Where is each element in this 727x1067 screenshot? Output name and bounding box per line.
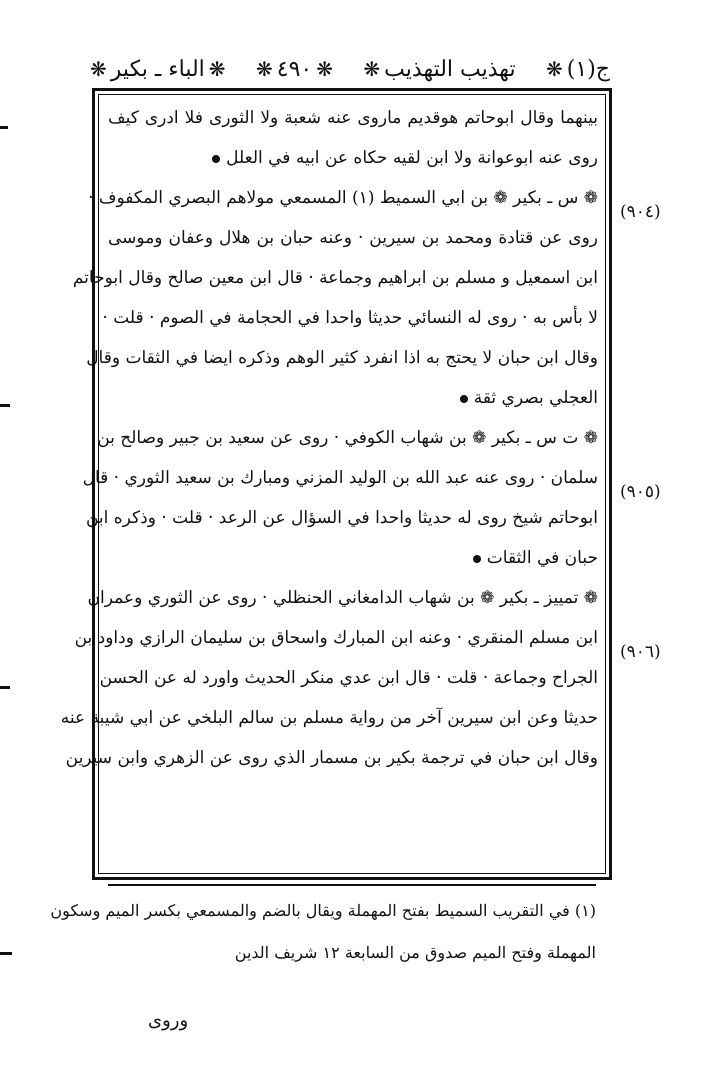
- footnote-line: المهملة وفتح الميم صدوق من السابعة ١٢ شريف الدين: [234, 943, 596, 962]
- ornament-icon: ❋: [316, 57, 333, 81]
- text-line: روى عنه ابوعوانة ولا ابن لقيه حكاه عن ابيه في العلل: [108, 138, 598, 178]
- margin-tick: [0, 686, 10, 689]
- header-section: [90, 57, 226, 82]
- catchword: وروى: [148, 1010, 189, 1031]
- entry-number: (٩٠٦): [620, 642, 661, 662]
- ornament-icon: ❋: [363, 57, 381, 81]
- header-page-number: [256, 57, 333, 82]
- margin-tick: [0, 952, 12, 955]
- text-line: ابن مسلم المنقري · وعنه ابن المبارك واسحاق بن سليمان الرازي وداود بن: [74, 628, 598, 648]
- ornament-icon: ❋: [90, 57, 107, 81]
- margin-tick: [0, 404, 10, 407]
- text-line: الجراح وجماعة · قلت · قال ابن عدي منكر الحديث واورد له عن الحسن: [99, 668, 598, 688]
- page-number: ٤٩٠: [276, 56, 313, 82]
- footnotes: [50, 890, 596, 974]
- section-title: الباء ـ بكير: [110, 56, 205, 82]
- header-book-title: [363, 57, 515, 82]
- running-header: [90, 52, 610, 86]
- text-line: حديثا وعن ابن سيرين آخر من رواية مسلم بن سالم البلخي عن ابي شيبة عنه: [60, 708, 598, 728]
- text-line: ❁ تمييز ـ بكير ❁ بن شهاب الدامغاني الحنظلي · روى عن الثوري وعمران: [87, 588, 598, 608]
- text-line: حبان في الثقات: [108, 538, 598, 578]
- main-text: [60, 98, 598, 778]
- text-line: وقال ابن حبان لا يحتج به اذا انفرد كثير الوهم وذكره ايضا في الثقات وقال: [86, 348, 598, 368]
- text-line: ابن اسمعيل و مسلم بن ابراهيم وجماعة · قال ابن معين صالح وقال ابوحاتم: [72, 268, 598, 288]
- text-line: العجلي بصري ثقة: [108, 378, 598, 418]
- text-line: ابوحاتم شيخ روى له حديثا واحدا في السؤال عن الرعد · قلت · وذكره ابن: [85, 508, 598, 528]
- text-line: ❁ ت س ـ بكير ❁ بن شهاب الكوفي · روى عن سعيد بن جبير وصالح بن: [97, 428, 598, 448]
- ornament-icon: ❋: [208, 57, 226, 81]
- footnote-divider: [108, 884, 596, 886]
- text-line: وقال ابن حبان في ترجمة بكير بن مسمار الذي روى عن الزهري وابن سيرين: [65, 748, 598, 768]
- ornament-icon: ❋: [546, 57, 563, 81]
- volume-label: ج(١): [566, 56, 610, 82]
- text-line: لا بأس به · روى له النسائي حديثا واحدا في الحجامة في الصوم · قلت ·: [102, 308, 598, 328]
- ornament-icon: ❋: [255, 57, 273, 81]
- entry-number: (٩٠٤): [620, 202, 661, 222]
- entry-number: (٩٠٥): [620, 482, 661, 502]
- end-bullet-icon: [460, 395, 468, 403]
- text-line: روى عن قتادة ومحمد بن سيرين · وعنه حبان بن هلال وعفان وموسى: [108, 228, 598, 248]
- text-line: بينهما وقال ابوحاتم هوقديم ماروى عنه شعبة ولا الثورى فلا ادرى كيف: [108, 108, 598, 128]
- text-line: ❁ س ـ بكير ❁ بن ابي السميط (١) المسمعي مولاهم البصري المكفوف ·: [88, 188, 598, 208]
- text-line: سلمان · روى عنه عبد الله بن الوليد المزني ومبارك بن سعيد الثوري · قال: [82, 468, 598, 488]
- book-title: تهذيب التهذيب: [384, 56, 516, 82]
- end-bullet-icon: [473, 555, 481, 563]
- margin-tick: [0, 126, 8, 129]
- header-volume: [546, 57, 610, 82]
- end-bullet-icon: [212, 155, 220, 163]
- footnote-line: (١) في التقريب السميط بفتح المهملة ويقال بالضم والمسمعي بكسر الميم وسكون: [50, 901, 596, 920]
